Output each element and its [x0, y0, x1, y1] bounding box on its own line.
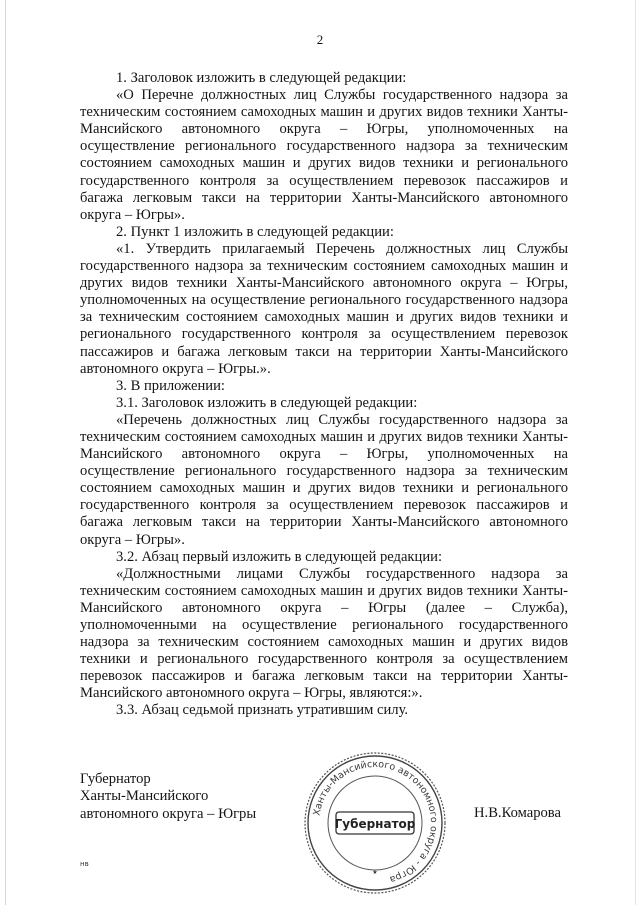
paragraph-10: 3.3. Абзац седьмой признать утратившим силу. [116, 702, 409, 719]
svg-text:★: ★ [372, 869, 378, 876]
stamp-ring-text: Ханты-Мансийского автономного округа - Югра [311, 758, 440, 885]
paragraph-8: 3.2. Абзац первый изложить в следующей редакции: [116, 548, 443, 565]
paragraph-5: 3. В приложении: [116, 377, 225, 394]
stamp-center-text: Губернатор [334, 817, 416, 831]
signatory-position [80, 771, 256, 823]
executor-initials: нв [80, 860, 89, 868]
paragraph-3: 2. Пункт 1 изложить в следующей редакции: [116, 223, 394, 240]
document-body [80, 70, 568, 720]
official-stamp [302, 750, 448, 896]
paragraph-6: 3.1. Заголовок изложить в следующей редакции: [116, 394, 418, 411]
paragraph-9: «Должностными лицами Службы государственного надзора за техническим состоянием самоходных машин и других видов техники Ханты-Мансийского автономного округа – Югры (далее – Служба), уполномоченными на осуществление регионального государственного надзора за техническим состоянием самоходных машин и других видов техники и регионального государственного контроля за осуществлением перевозок пассажиров и багажа легковым такси на территории Ханты-Мансийского автономного округа – Югры, являются:». [80, 565, 568, 702]
page-number: 2 [316, 32, 324, 47]
paragraph-7: «Перечень должностных лиц Службы государственного надзора за техническим состоянием самоходных машин и других видов техники Ханты-Мансийского автономного округа – Югры, уполномоченных на осуществление регионального государственного надзора за техническим состоянием самоходных машин и других видов техники и регионального государственного контроля за осуществлением перевозок пассажиров и багажа легковым такси на территории Ханты-Мансийского автономного округа – Югры». [80, 411, 568, 548]
scan-edge-left [5, 0, 6, 905]
signatory-name: Н.В.Комарова [474, 805, 561, 821]
scan-edge-right [635, 0, 636, 905]
signatory-position-line-3: автономного округа – Югры [80, 805, 257, 822]
paragraph-1: 1. Заголовок изложить в следующей редакции: [116, 70, 407, 86]
signatory-position-line-1: Губернатор [80, 771, 151, 787]
signatory-position-line-2: Ханты-Мансийского [80, 788, 209, 805]
paragraph-4: «1. Утвердить прилагаемый Перечень должностных лиц Службы государственного надзора за техническим состоянием самоходных машин и других видов техники Ханты-Мансийского автономного округа – Югры, уполномоченных на осуществление регионального государственного надзора за техническим состоянием самоходных машин и других видов техники и регионального государственного контроля за осуществлением перевозок пассажиров и багажа легковым такси на территории Ханты-Мансийского автономного округа – Югры.». [80, 240, 568, 377]
paragraph-2: «О Перечне должностных лиц Службы государственного надзора за техническим состоянием самоходных машин и других видов техники Ханты-Мансийского автономного округа – Югры, уполномоченных на осуществление регионального государственного надзора за техническим состоянием самоходных машин и других видов техники и регионального государственного контроля за осуществлением перевозок пассажиров и багажа легковым такси на территории Ханты-Мансийского автономного округа – Югры». [80, 87, 568, 223]
